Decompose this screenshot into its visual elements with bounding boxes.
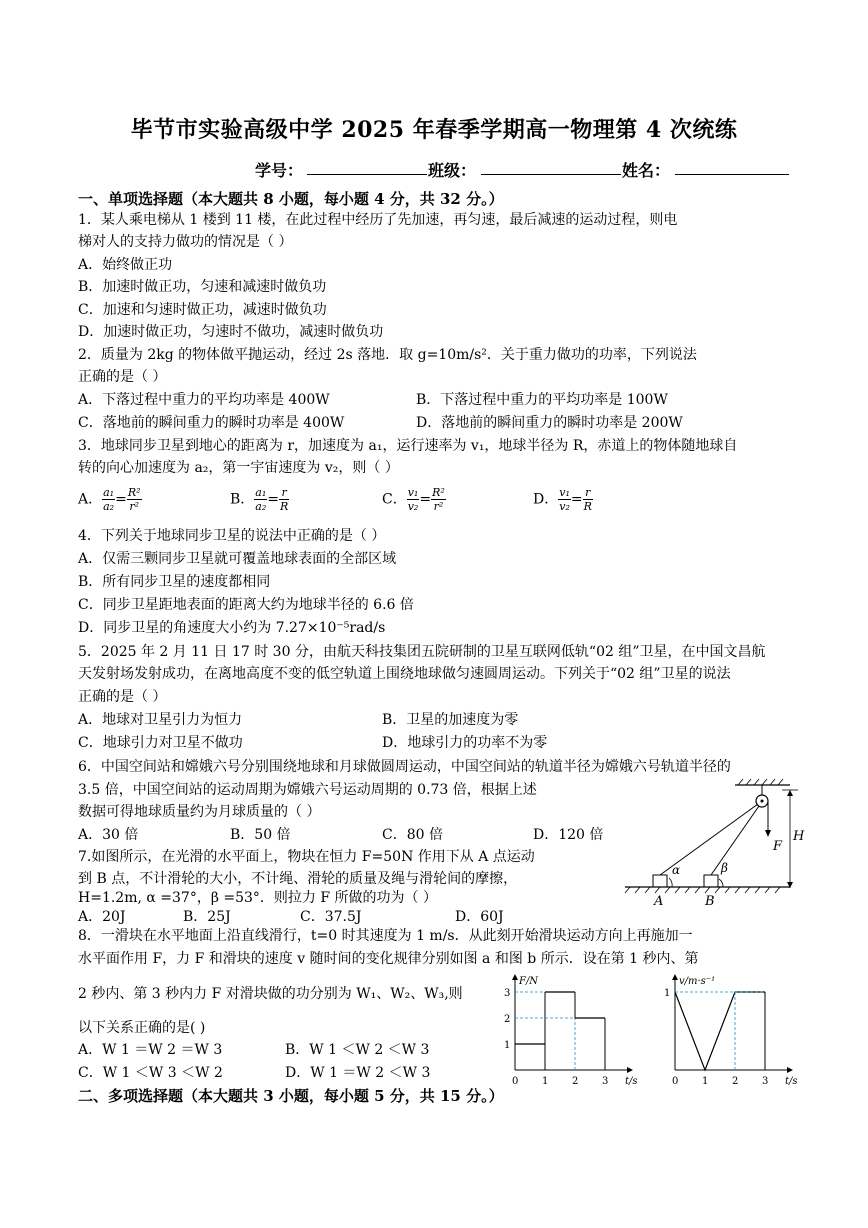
q4-option-d: D．同步卫星的角速度大小约为 7.27×10⁻⁵rad/s <box>78 620 386 636</box>
q3-a-label: A． <box>78 491 103 508</box>
q2-option-c: C．落地前的瞬间重力的瞬时功率是 400W <box>78 415 345 431</box>
alpha-arc <box>669 878 672 887</box>
q8-stem-line3: 2 秒内、第 3 秒内力 F 对滑块做的功分别为 W₁、W₂、W₃,则 <box>78 986 463 1002</box>
q5-stem-line2: 天发射场发射成功，在离地高度不变的低空轨道上围绕地球做匀速圆周运动。下列关于“02 组”卫星的说法 <box>78 666 731 682</box>
q8-stem-line2: 水平面作用 F，力 F 和滑块的速度 v 随时间的变化规律分别如图 a 和图 b 所示．设在第 1 秒内、第 <box>78 951 699 967</box>
point-b-label: B <box>705 894 715 909</box>
q3-d-num: v₁ <box>559 486 570 499</box>
q6-option-a: A．30 倍 <box>78 827 139 843</box>
student-no-label: 学号： <box>255 161 304 180</box>
q1-option-b: B．加速时做正功，匀速和减速时做负功 <box>78 279 327 295</box>
class-field[interactable] <box>481 174 621 175</box>
q3-stem-line2: 转的向心加速度为 a₂，第一宇宙速度为 v₂，则（ ） <box>78 460 399 476</box>
q8-stem-line1: 8．一滑块在水平地面上沿直线滑行，t=0 时其速度为 1 m/s．从此刻开始滑块运动方向上再施加一 <box>78 928 693 944</box>
q8-chart-a <box>495 970 645 1085</box>
point-a-label: A <box>654 894 664 909</box>
q3-b-num: a₁ <box>255 486 267 499</box>
q5-option-c: C．地球引力对卫星不做功 <box>78 735 243 751</box>
q5-option-b: B．卫星的加速度为零 <box>382 712 519 728</box>
q3-b-lhs <box>254 486 267 513</box>
q8-chart-b <box>655 970 805 1085</box>
q8-option-b: B．W 1 ＜W 2 ＜W 3 <box>285 1042 430 1058</box>
block-at-a <box>653 875 667 887</box>
q3-c-rden: r² <box>433 500 444 513</box>
q3-a-rden: r² <box>129 500 140 513</box>
q7-option-a: A．20J <box>78 909 126 925</box>
q3-c-lhs <box>407 486 420 513</box>
q3-c-rhs <box>431 486 446 513</box>
chart-b-x-tick: 3 <box>762 1076 769 1087</box>
q1-option-c: C．加速和匀速时做正功，减速时做负功 <box>78 302 327 318</box>
chart-b-x-tick: 0 <box>672 1076 679 1087</box>
chart-b-velocity-line <box>675 992 765 1070</box>
q3-option-a <box>78 486 142 513</box>
force-arrow-icon <box>765 830 771 837</box>
force-label: F <box>773 839 783 854</box>
chart-b-x-tick: 2 <box>732 1076 739 1087</box>
chart-b-xlabel: t/s <box>785 1076 798 1087</box>
chart-a-ylabel: F/N <box>519 976 539 987</box>
q3-option-d <box>533 486 593 513</box>
h-arrow-up-icon <box>787 790 793 796</box>
q7-option-b: B．25J <box>183 909 231 925</box>
q2-option-a: A．下落过程中重力的平均功率是 400W <box>78 392 330 408</box>
q7-option-d: D．60J <box>455 909 504 925</box>
chart-a-x-arrow-icon <box>627 1067 633 1073</box>
q6-stem-line2: 3.5 倍，中国空间站的运动周期为嫦娥六号运动周期的 0.73 倍，根据上述 <box>78 782 537 798</box>
section1-title: 一、单项选择题（本大题共 8 小题，每小题 4 分，共 32 分。） <box>78 190 504 208</box>
q8-stem-line4: 以下关系正确的是( ) <box>78 1020 206 1036</box>
q3-d-eq: = <box>570 491 583 508</box>
q3-d-rhs <box>583 486 593 513</box>
q3-d-den: v₂ <box>559 500 570 513</box>
q5-stem-line3: 正确的是（ ） <box>78 689 167 705</box>
chart-a-x-tick: 2 <box>572 1076 579 1087</box>
chart-a-xlabel: t/s <box>625 1076 638 1087</box>
q3-a-lhs <box>102 486 115 513</box>
q3-option-b <box>230 486 289 513</box>
q3-b-eq: = <box>267 491 279 508</box>
ceiling-hatch <box>738 779 783 785</box>
q3-c-num: v₁ <box>407 486 419 499</box>
chart-a-y-tick: 3 <box>504 988 511 999</box>
q3-a-eq: = <box>115 491 127 508</box>
q7-pulley-figure <box>620 770 805 910</box>
chart-b-y-arrow-icon <box>672 974 678 980</box>
q3-d-label: D． <box>533 491 559 508</box>
q6-option-b: B．50 倍 <box>230 827 291 843</box>
class-label: 班级： <box>428 161 477 180</box>
name-field[interactable] <box>675 174 789 175</box>
rope-to-b <box>711 806 759 875</box>
q3-d-lhs <box>558 486 571 513</box>
q3-c-eq: = <box>419 491 432 508</box>
q8-option-a: A．W 1 ＝W 2 ＝W 3 <box>78 1042 223 1058</box>
q6-option-c: C．80 倍 <box>382 827 443 843</box>
q5-stem-line1: 5．2025 年 2 月 11 日 17 时 30 分，由航天科技集团五院研制的卫星互联网低轨“02 组”卫星，在中国文昌航 <box>78 644 766 660</box>
q3-b-label: B． <box>230 491 255 508</box>
chart-a-y-tick: 1 <box>504 1040 511 1051</box>
q1-option-d: D．加速时做正功，匀速时不做功，减速时做负功 <box>78 324 384 340</box>
q7-stem-line2: 到 B 点，不计滑轮的大小，不计绳、滑轮的质量及绳与滑轮间的摩擦， <box>78 871 518 887</box>
q3-c-rnum: R² <box>432 486 445 499</box>
chart-a-x-tick: 1 <box>542 1076 549 1087</box>
page-title: 毕节市实验高级中学 2025 年春季学期高一物理第 4 次统练 <box>130 117 738 143</box>
q3-b-rnum: r <box>279 486 289 500</box>
q3-a-rhs <box>127 486 142 513</box>
section2-title: 二、多项选择题（本大题共 3 小题，每小题 5 分，共 15 分。） <box>78 1087 504 1105</box>
q6-stem-line3: 数据可得地球质量约为月球质量的（ ） <box>78 804 321 820</box>
q7-option-c: C．37.5J <box>300 909 362 925</box>
q1-option-a: A．始终做正功 <box>78 257 173 273</box>
block-at-b <box>704 875 718 887</box>
q3-b-den: a₂ <box>255 500 267 513</box>
beta-arc <box>719 879 723 887</box>
height-label: H <box>793 829 805 844</box>
q2-option-b: B．下落过程中重力的平均功率是 100W <box>416 392 668 408</box>
q4-option-c: C．同步卫星距地表面的距离大约为地球半径的 6.6 倍 <box>78 597 414 613</box>
chart-a-y-tick: 2 <box>504 1014 511 1025</box>
q3-a-rnum: R² <box>127 486 141 499</box>
q2-option-d: D．落地前的瞬间重力的瞬时功率是 200W <box>416 415 683 431</box>
chart-a-x-tick: 3 <box>602 1076 609 1087</box>
q3-d-rnum: r <box>583 486 593 500</box>
q8-option-c: C．W 1 ＜W 3 ＜W 2 <box>78 1065 223 1081</box>
q3-a-num: a₁ <box>103 486 115 499</box>
q3-stem-line1: 3．地球同步卫星到地心的距离为 r，加速度为 a₁，运行速率为 v₁，地球半径为 R，赤道上的物体随地球自 <box>78 438 738 454</box>
q3-c-den: v₂ <box>407 500 419 513</box>
q3-d-rden: R <box>583 500 592 513</box>
q3-option-c <box>382 486 446 513</box>
q7-stem-line3: H=1.2m, α =37°，β =53°．则拉力 F 所做的功为（ ） <box>78 890 437 906</box>
q8-option-d: D．W 1 ＝W 2 ＜W 3 <box>285 1065 431 1081</box>
name-label: 姓名： <box>622 161 671 180</box>
q1-stem-line1: 1．某人乘电梯从 1 楼到 11 楼，在此过程中经历了先加速，再匀速，最后减速的运动过程，则电 <box>78 212 678 228</box>
beta-label: β <box>721 861 728 875</box>
q5-option-d: D．地球引力的功率不为零 <box>382 735 548 751</box>
q2-stem-line1: 2．质量为 2kg 的物体做平抛运动，经过 2s 落地．取 g=10m/s²．关于重力做功的功率，下列说法 <box>78 347 697 363</box>
q4-stem: 4．下列关于地球同步卫星的说法中正确的是（ ） <box>78 528 386 544</box>
q1-stem-line2: 梯对人的支持力做功的情况是（ ） <box>78 234 293 250</box>
pulley-axle <box>761 800 764 803</box>
chart-a-x-tick: 0 <box>512 1076 519 1087</box>
q6-stem-line1: 6．中国空间站和嫦娥六号分别围绕地球和月球做圆周运动，中国空间站的轨道半径为嫦娥六号轨道半径的 <box>78 759 731 775</box>
alpha-label: α <box>672 863 681 877</box>
chart-b-y-tick: 1 <box>664 988 671 999</box>
q4-option-b: B．所有同步卫星的速度都相同 <box>78 574 271 590</box>
q4-option-a: A．仅需三颗同步卫星就可覆盖地球表面的全部区域 <box>78 551 397 567</box>
q5-option-a: A．地球对卫星引力为恒力 <box>78 712 243 728</box>
student-no-field[interactable] <box>307 174 427 175</box>
q3-a-den: a₂ <box>103 500 115 513</box>
q6-option-d: D．120 倍 <box>533 827 604 843</box>
chart-b-x-arrow-icon <box>787 1067 793 1073</box>
q2-stem-line2: 正确的是（ ） <box>78 369 167 385</box>
chart-a-y-arrow-icon <box>512 974 518 980</box>
q3-b-rhs <box>279 486 289 513</box>
q7-stem-line1: 7.如图所示，在光滑的水平面上，物块在恒力 F=50N 作用下从 A 点运动 <box>78 849 535 865</box>
q3-c-label: C． <box>382 491 407 508</box>
chart-b-x-tick: 1 <box>702 1076 709 1087</box>
q3-b-rden: R <box>280 500 289 513</box>
ground-hatch <box>625 887 780 893</box>
chart-b-ylabel: v/m·s⁻¹ <box>679 976 716 987</box>
